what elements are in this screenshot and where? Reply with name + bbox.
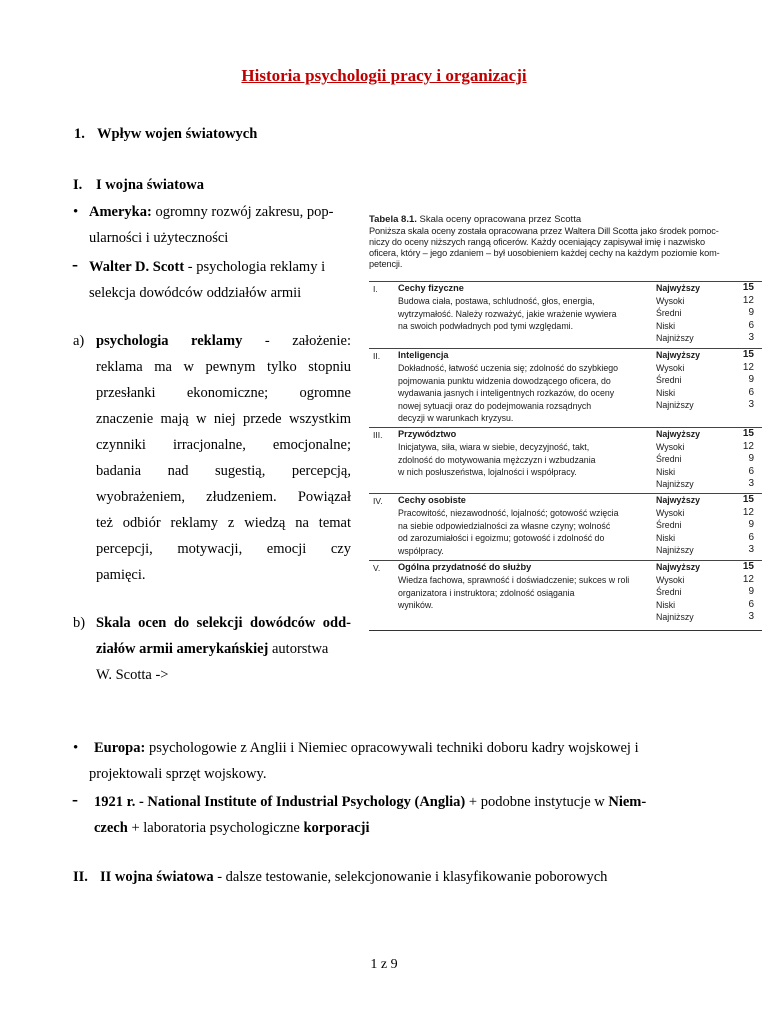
table-level-label: Niski — [656, 599, 676, 610]
table-score-value: 12 — [742, 506, 754, 518]
table-section — [369, 560, 762, 630]
year1921-line2: czech + laboratoria psychologiczne korporacji — [94, 820, 370, 836]
scott-text: - psychologia reklamy i — [184, 259, 326, 275]
ameryka-label: Ameryka: — [89, 204, 152, 220]
scott-line1 — [89, 254, 351, 280]
table-level-label: Najniższy — [656, 479, 694, 490]
table-section-heading: Przywództwo — [398, 429, 457, 439]
dash-icon: - — [72, 254, 78, 274]
list-marker: b) — [73, 615, 86, 631]
a-line-7: też odbiór reklamy z wiedzą na temat — [96, 515, 351, 531]
section-II-line: II wojna światowa - dalsze testowanie, selekcjonowanie i klasyfikowanie poborowych — [100, 869, 608, 885]
table-level-label: Średni — [656, 520, 682, 531]
table-section — [369, 348, 762, 427]
table-level-label: Wysoki — [656, 574, 685, 585]
europa-line2: projektowali sprzęt wojskowy. — [89, 766, 267, 782]
ameryka-text: ogromny rozwój zakresu, pop- — [155, 204, 334, 220]
list-marker: a) — [73, 333, 85, 349]
table-score-value: 12 — [742, 440, 754, 452]
table-section-rule — [369, 560, 762, 561]
table-level-label: Średni — [656, 587, 682, 598]
table-level-label: Niski — [656, 387, 676, 398]
table-caption-title: Skala oceny opracowana przez Scotta — [419, 214, 582, 225]
table-section-rule — [369, 427, 762, 428]
table-score-value: 9 — [748, 307, 754, 319]
table-score-value: 15 — [742, 494, 754, 505]
table-section — [369, 281, 762, 348]
table-level-label: Średni — [656, 308, 682, 319]
table-section — [369, 427, 762, 493]
section-number: II. — [73, 869, 88, 885]
table-section-description: Dokładność, łatwość uczenia się; zdolność do szybkiego pojmowania punktu widzenia dowodzącego oficera, do wydawania jasnych i inteligentnych rozkazów, do oceny nowej sytuacji oraz do podejmowania rozsądnych decyzji w warunkach kryzysu. — [398, 363, 619, 424]
table-score-value: 3 — [748, 611, 754, 623]
section-heading: Wpływ wojen światowych — [97, 126, 258, 142]
a-line-0: psychologia reklamy - założenie: — [96, 333, 352, 349]
scott-line2: selekcja dowódców oddziałów armii — [89, 285, 302, 301]
table-level-label: Najniższy — [656, 400, 694, 411]
table-score-value: 12 — [742, 294, 754, 306]
table-level-label: Niski — [656, 466, 676, 477]
table-score-value: 6 — [748, 386, 754, 398]
year1921-line1: 1921 r. - National Institute of Industrial Psychology (Anglia) + podobne instytucje w Niem- — [94, 794, 647, 810]
table-section-heading: Cechy fizyczne — [398, 283, 464, 293]
table-score-value: 12 — [742, 573, 754, 585]
table-score-value: 9 — [748, 586, 754, 598]
table-section-number: IV. — [373, 496, 383, 506]
dash-icon: - — [72, 789, 78, 809]
table-score-value: 6 — [748, 465, 754, 477]
section-number: I. — [73, 177, 83, 193]
scott-name: Walter D. Scott — [89, 259, 185, 275]
a-bold: psychologia reklamy — [96, 333, 243, 349]
table-level-label: Najniższy — [656, 333, 694, 344]
table-score-value: 6 — [748, 319, 754, 331]
table-section-description: Pracowitość, niezawodność, lojalność; gotowość wzięcia na siebie odpowiedzialności za własne czyny; wolność od zarozumiałości i egoizmu; gotowość i zdolność do współpracy. — [398, 508, 619, 556]
a-line-3: znaczenie mają w niej przede wszystkim — [96, 411, 351, 427]
a-line-1: reklama ma w pewnym tylko stopniu — [96, 359, 351, 375]
ameryka-line2: ularności i użyteczności — [89, 230, 229, 246]
table-score-value: 9 — [748, 374, 754, 386]
table-level-label: Wysoki — [656, 441, 685, 452]
table-level-label: Średni — [656, 375, 682, 386]
bullet-icon: • — [73, 204, 79, 220]
table-level-label: Najwyższy — [656, 495, 701, 505]
table-score-value: 9 — [748, 453, 754, 465]
table-level-label: Najwyższy — [656, 283, 701, 293]
table-score-value: 15 — [742, 428, 754, 439]
table-score-value: 6 — [748, 531, 754, 543]
table-score-value: 15 — [742, 561, 754, 572]
table-section-rule — [369, 348, 762, 349]
table-score-value: 6 — [748, 598, 754, 610]
table-score-value: 15 — [742, 282, 754, 293]
table-section-description: Budowa ciała, postawa, schludność, głos, energia, wytrzymałość. Należy rozważyć, jakie wrażenie wywiera na swoich podwładnych pod tymi względami. — [398, 296, 617, 332]
b-line-3: W. Scotta -> — [96, 667, 169, 683]
table-section-number: III. — [373, 430, 383, 440]
table-score-value: 3 — [748, 399, 754, 411]
scott-rating-table — [369, 214, 762, 632]
page-title: Historia psychologii pracy i organizacji — [241, 66, 527, 85]
a-line-2: przesłanki ekonomiczne; ogromne — [96, 385, 351, 401]
table-intro: Poniższa skala oceny została opracowana przez Waltera Dill Scotta jako środek pomoc- niczy do oceny niższych rangą oficerów. Każdy oceniający zapisywał imię i nazwisko oficera, który – jego zdaniem – był uosobieniem każdej cechy na każdym poziomie kom- petencji. — [369, 226, 720, 269]
section-heading: II wojna światowa — [100, 869, 214, 885]
europa-label: Europa: — [94, 740, 146, 756]
a-line-4: czynniki irracjonalne, emocjonalne; — [96, 437, 351, 453]
section-number: 1. — [74, 126, 85, 142]
table-section-rule — [369, 493, 762, 494]
a-line-6: wyobrażeniem, złudzeniem. Powiązał — [96, 489, 351, 505]
table-score-value: 12 — [742, 361, 754, 373]
table-level-label: Wysoki — [656, 362, 685, 373]
table-level-label: Średni — [656, 454, 682, 465]
table-level-label: Niski — [656, 532, 676, 543]
page-number: 1 z 9 — [370, 957, 398, 972]
table-section-description: Wiedza fachowa, sprawność i doświadczenie; sukces w roli organizatora i instruktora; zdolność osiągania wyników. — [398, 575, 630, 611]
a-line-5: badania nad sugestią, percepcją, — [96, 463, 351, 479]
table-score-value: 3 — [748, 478, 754, 490]
table-section-heading: Inteligencja — [398, 350, 449, 360]
table-level-label: Najwyższy — [656, 350, 701, 360]
b-line-2: ziałów armii amerykańskiej autorstwa — [96, 641, 329, 657]
table-section-heading: Ogólna przydatność do służby — [398, 562, 532, 572]
table-section-description: Inicjatywa, siła, wiara w siebie, decyzyjność, takt, zdolność do motywowania mężczyzn i wzbudzania w nich posłuszeństwa, lojalności i współpracy. — [398, 442, 596, 478]
table-section-rule — [369, 281, 762, 282]
table-level-label: Najwyższy — [656, 429, 701, 439]
b-line-1: Skala ocen do selekcji dowódców odd- — [96, 615, 351, 631]
a-line-9: pamięci. — [96, 567, 146, 583]
table-level-label: Najwyższy — [656, 562, 701, 572]
table-score-value: 15 — [742, 349, 754, 360]
table-section-number: I. — [373, 284, 378, 294]
table-section-number: II. — [373, 351, 381, 361]
table-level-label: Najniższy — [656, 612, 694, 623]
table-score-value: 3 — [748, 332, 754, 344]
ameryka-line1 — [89, 199, 351, 225]
table-bottom-rule — [369, 630, 762, 631]
table-score-value: 3 — [748, 544, 754, 556]
table-level-label: Najniższy — [656, 545, 694, 556]
section-heading: I wojna światowa — [96, 177, 204, 193]
europa-line1: Europa: psychologowie z Anglii i Niemiec opracowywali techniki doboru kadry wojskowej i — [94, 740, 639, 756]
table-level-label: Wysoki — [656, 507, 685, 518]
bullet-icon: • — [73, 740, 79, 756]
a-line-8: percepcji, motywacji, emocji czy — [96, 541, 351, 557]
table-level-label: Wysoki — [656, 295, 685, 306]
table-caption-label: Tabela 8.1. — [369, 214, 417, 225]
table-section-heading: Cechy osobiste — [398, 495, 466, 505]
table-caption — [369, 214, 762, 225]
table-section — [369, 493, 762, 560]
table-section-number: V. — [373, 563, 381, 573]
table-level-label: Niski — [656, 320, 676, 331]
table-score-value: 9 — [748, 519, 754, 531]
